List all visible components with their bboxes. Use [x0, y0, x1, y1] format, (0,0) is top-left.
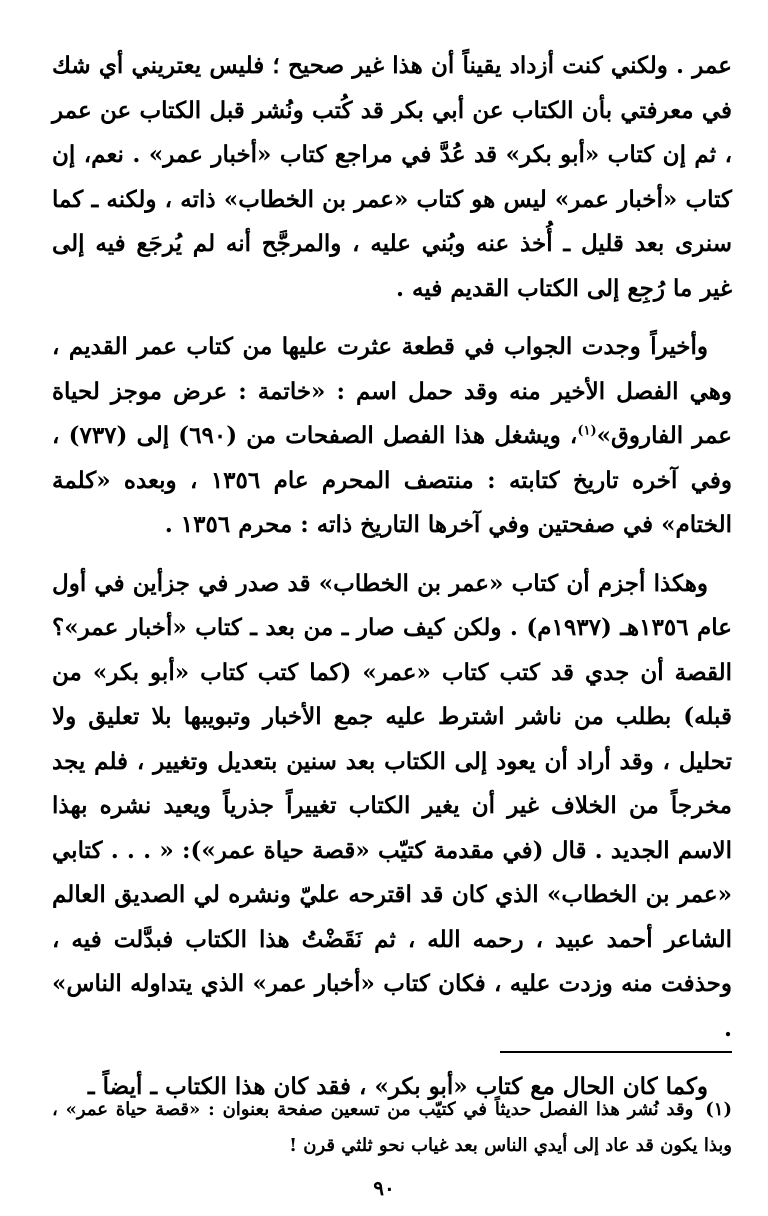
footnote-divider: [500, 1051, 732, 1053]
paragraph-1: عمر . ولكني كنت أزداد يقيناً أن هذا غير صحيح ؛ فليس يعتريني أي شك في معرفتي بأن الكتاب عن أبي بكر قد كُتب ونُشر قبل الكتاب عن عمر ، ثم إن كتاب «أبو بكر» قد عُدَّ في مراجع كتاب «أخبار عمر» . نعم، إن كتاب «أخبار عمر» ليس هو كتاب «عمر بن الخطاب» ذاته ، ولكنه ـ كما سنرى بعد قليل ـ أُخذ عنه وبُني عليه ، والمرجَّح أنه لم يُرجَع فيه إلى غير ما رُجِع إلى الكتاب القديم فيه .: [52, 52, 732, 302]
main-text: [52, 44, 732, 1110]
paragraph-3: وهكذا أجزم أن كتاب «عمر بن الخطاب» قد صدر في جزأين في أول عام ١٣٥٦هـ (١٩٣٧م) . ولكن كيف صار ـ من بعد ـ كتاب «أخبار عمر»؟ القصة أن جدي قد كتب كتاب «عمر» (كما كتب كتاب «أبو بكر» من قبله) بطلب من ناشر اشترط عليه جمع الأخبار وتبويبها بلا تعليق ولا تحليل ، وقد أراد أن يعود إلى الكتاب بعد سنين بتعديل وتغيير ، فلم يجد مخرجاً من الخلاف غير أن يغير الكتاب تغييراً جذرياً ويعيد نشره بهذا الاسم الجديد . قال (في مقدمة كتيّب «قصة حياة عمر»): « . . . كتابي «عمر بن الخطاب» الذي كان قد اقترحه عليّ ونشره لي الصديق العالم الشاعر أحمد عبيد ، رحمه الله ، ثم نَقَضْتُ هذا الكتاب فبدَّلت فيه ، وحذفت منه وزدت عليه ، فكان كتاب «أخبار عمر» الذي يتداوله الناس» .: [52, 569, 732, 1042]
page-number: ٩٠: [373, 1176, 395, 1200]
footnote: [52, 1092, 732, 1164]
footnote-reference: (١): [577, 423, 597, 439]
paragraph-4: وكما كان الحال مع كتاب «أبو بكر» ، فقد كان هذا الكتاب ـ أيضاً ـ: [87, 1073, 708, 1100]
paragraph-2: [52, 325, 732, 548]
paragraph-2-text-end: ، ويشغل هذا الفصل الصفحات من (٦٩٠) إلى (٧٣٧) ، وفي آخره تاريخ كتابته : منتصف المحرم عام ١٣٥٦ ، وبعده «كلمة الختام» في صفحتين وفي آخرها التاريخ ذاته : محرم ١٣٥٦ .: [52, 422, 732, 538]
paragraph-2-text-start: وأخيراً وجدت الجواب في قطعة عثرت عليها من كتاب عمر القديم ، وهي الفصل الأخير منه وقد حمل اسم : «خاتمة : عرض موجز لحياة عمر الفاروق»: [52, 333, 732, 449]
footnote-text: وقد نُشر هذا الفصل حديثاً في كتيّب من تسعين صفحة بعنوان : «قصة حياة عمر» ، وبذا يكون قد عاد إلى أيدي الناس بعد غياب نحو ثلثي قرن !: [52, 1099, 732, 1156]
footnote-marker: (١): [705, 1099, 732, 1120]
